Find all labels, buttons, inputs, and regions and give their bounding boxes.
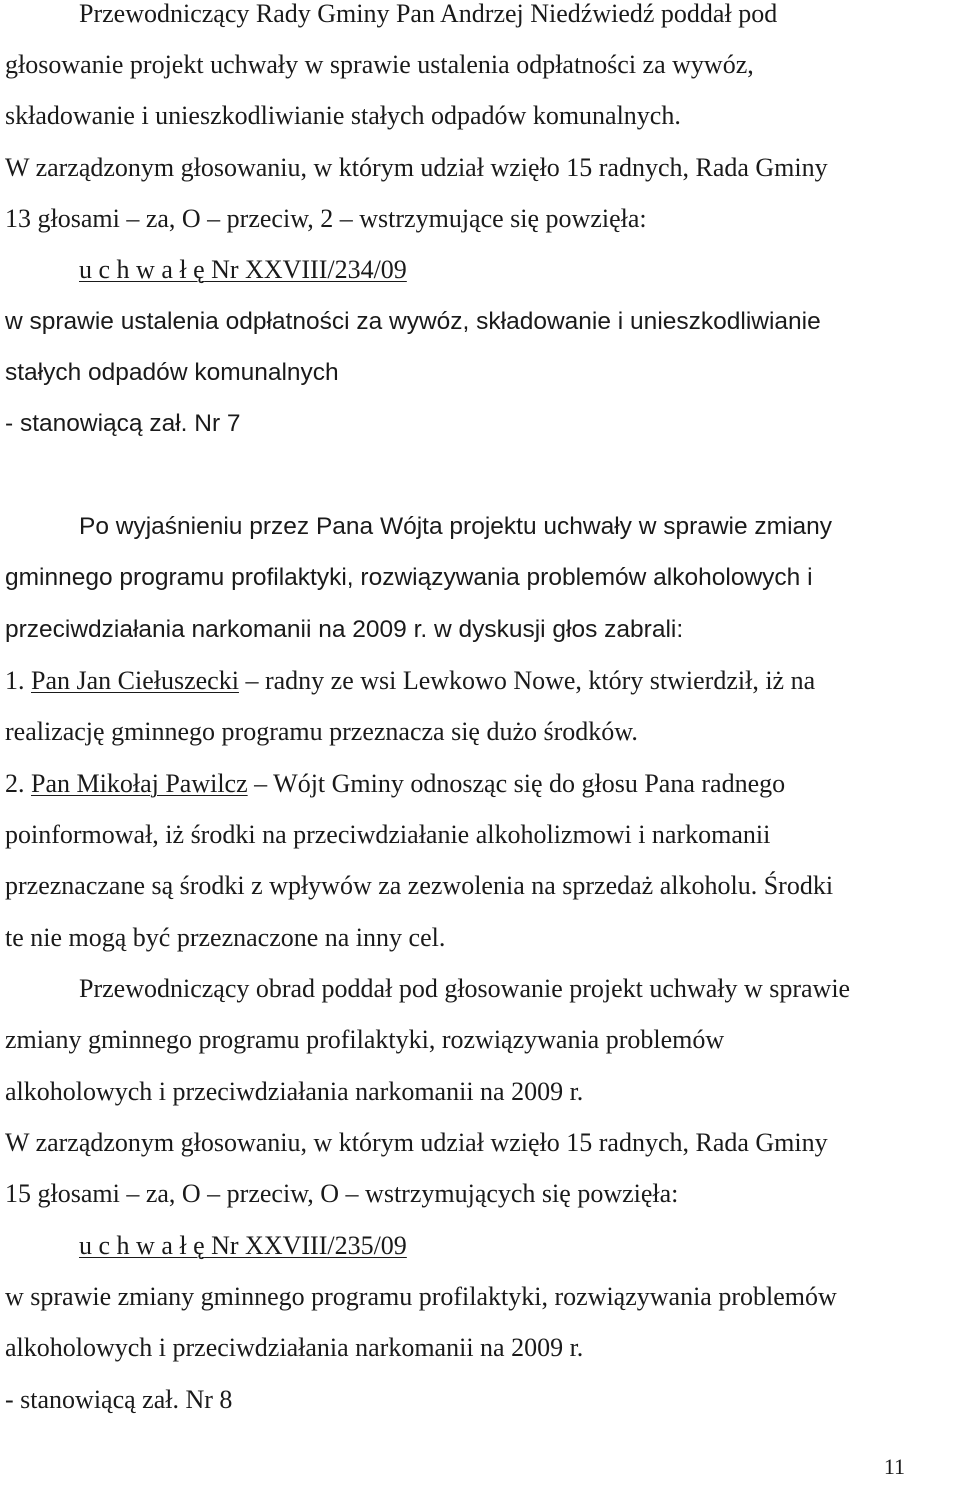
text-line: Po wyjaśnieniu przez Pana Wójta projektu uchwały w sprawie zmiany xyxy=(79,513,833,540)
speaker-text: – Wójt Gminy odnosząc się do głosu Pana radnego xyxy=(247,769,786,798)
text-line: W zarządzonym głosowaniu, w którym udział wzięło 15 radnych, Rada Gminy xyxy=(5,153,828,182)
resolution-number: Nr XXVIII/235/09 xyxy=(204,1231,407,1260)
resolution-subject: w sprawie ustalenia odpłatności za wywóz, składowanie i unieszkodliwianie xyxy=(5,308,821,335)
speaker-name: Pan Mikołaj Pawilcz xyxy=(31,769,248,798)
text-line: 15 głosami – za, O – przeciw, O – wstrzymujących się powzięła: xyxy=(5,1179,679,1208)
speaker-item xyxy=(5,655,815,706)
text-line: Przewodniczący obrad poddał pod głosowanie projekt uchwały w sprawie xyxy=(79,974,851,1003)
text-line: poinformował, iż środki na przeciwdziałanie alkoholizmowi i narkomanii xyxy=(5,820,771,849)
page-number: 11 xyxy=(883,1454,905,1479)
resolution-heading xyxy=(79,244,407,295)
resolution-number: Nr XXVIII/234/09 xyxy=(204,255,407,284)
resolution-label: u c h w a ł ę xyxy=(79,1231,205,1260)
speaker-text: – radny ze wsi Lewkowo Nowe, który stwierdził, iż na xyxy=(238,666,816,695)
item-number: 1. xyxy=(5,666,31,695)
text-line: przeznaczane są środki z wpływów za zezwolenia na sprzedaż alkoholu. Środki xyxy=(5,871,834,900)
resolution-subject: alkoholowych i przeciwdziałania narkomanii na 2009 r. xyxy=(5,1333,584,1362)
text-line: zmiany gminnego programu profilaktyki, rozwiązywania problemów xyxy=(5,1025,725,1054)
text-line: te nie mogą być przeznaczone na inny cel. xyxy=(5,923,446,952)
speaker-item xyxy=(5,758,785,809)
text-line: przeciwdziałania narkomanii na 2009 r. w dyskusji głos zabrali: xyxy=(5,616,684,643)
text-line: alkoholowych i przeciwdziałania narkomanii na 2009 r. xyxy=(5,1077,584,1106)
resolution-subject: w sprawie zmiany gminnego programu profilaktyki, rozwiązywania problemów xyxy=(5,1282,837,1311)
item-number: 2. xyxy=(5,769,31,798)
text-line: realizację gminnego programu przeznacza się dużo środków. xyxy=(5,717,638,746)
text-line: gminnego programu profilaktyki, rozwiązywania problemów alkoholowych i xyxy=(5,564,813,591)
resolution-attachment: - stanowiącą zał. Nr 8 xyxy=(5,1385,233,1414)
text-line: W zarządzonym głosowaniu, w którym udział wzięło 15 radnych, Rada Gminy xyxy=(5,1128,828,1157)
text-line: 13 głosami – za, O – przeciw, 2 – wstrzymujące się powzięła: xyxy=(5,204,647,233)
resolution-label: u c h w a ł ę xyxy=(79,255,205,284)
resolution-subject: stałych odpadów komunalnych xyxy=(5,359,339,386)
speaker-name: Pan Jan Ciełuszecki xyxy=(31,666,239,695)
text-line: głosowanie projekt uchwały w sprawie ustalenia odpłatności za wywóz, xyxy=(5,50,754,79)
resolution-attachment: - stanowiącą zał. Nr 7 xyxy=(5,410,241,437)
text-line: składowanie i unieszkodliwianie stałych odpadów komunalnych. xyxy=(5,101,681,130)
resolution-heading xyxy=(79,1220,407,1271)
text-line: Przewodniczący Rady Gminy Pan Andrzej Niedźwiedź poddał pod xyxy=(79,0,778,28)
